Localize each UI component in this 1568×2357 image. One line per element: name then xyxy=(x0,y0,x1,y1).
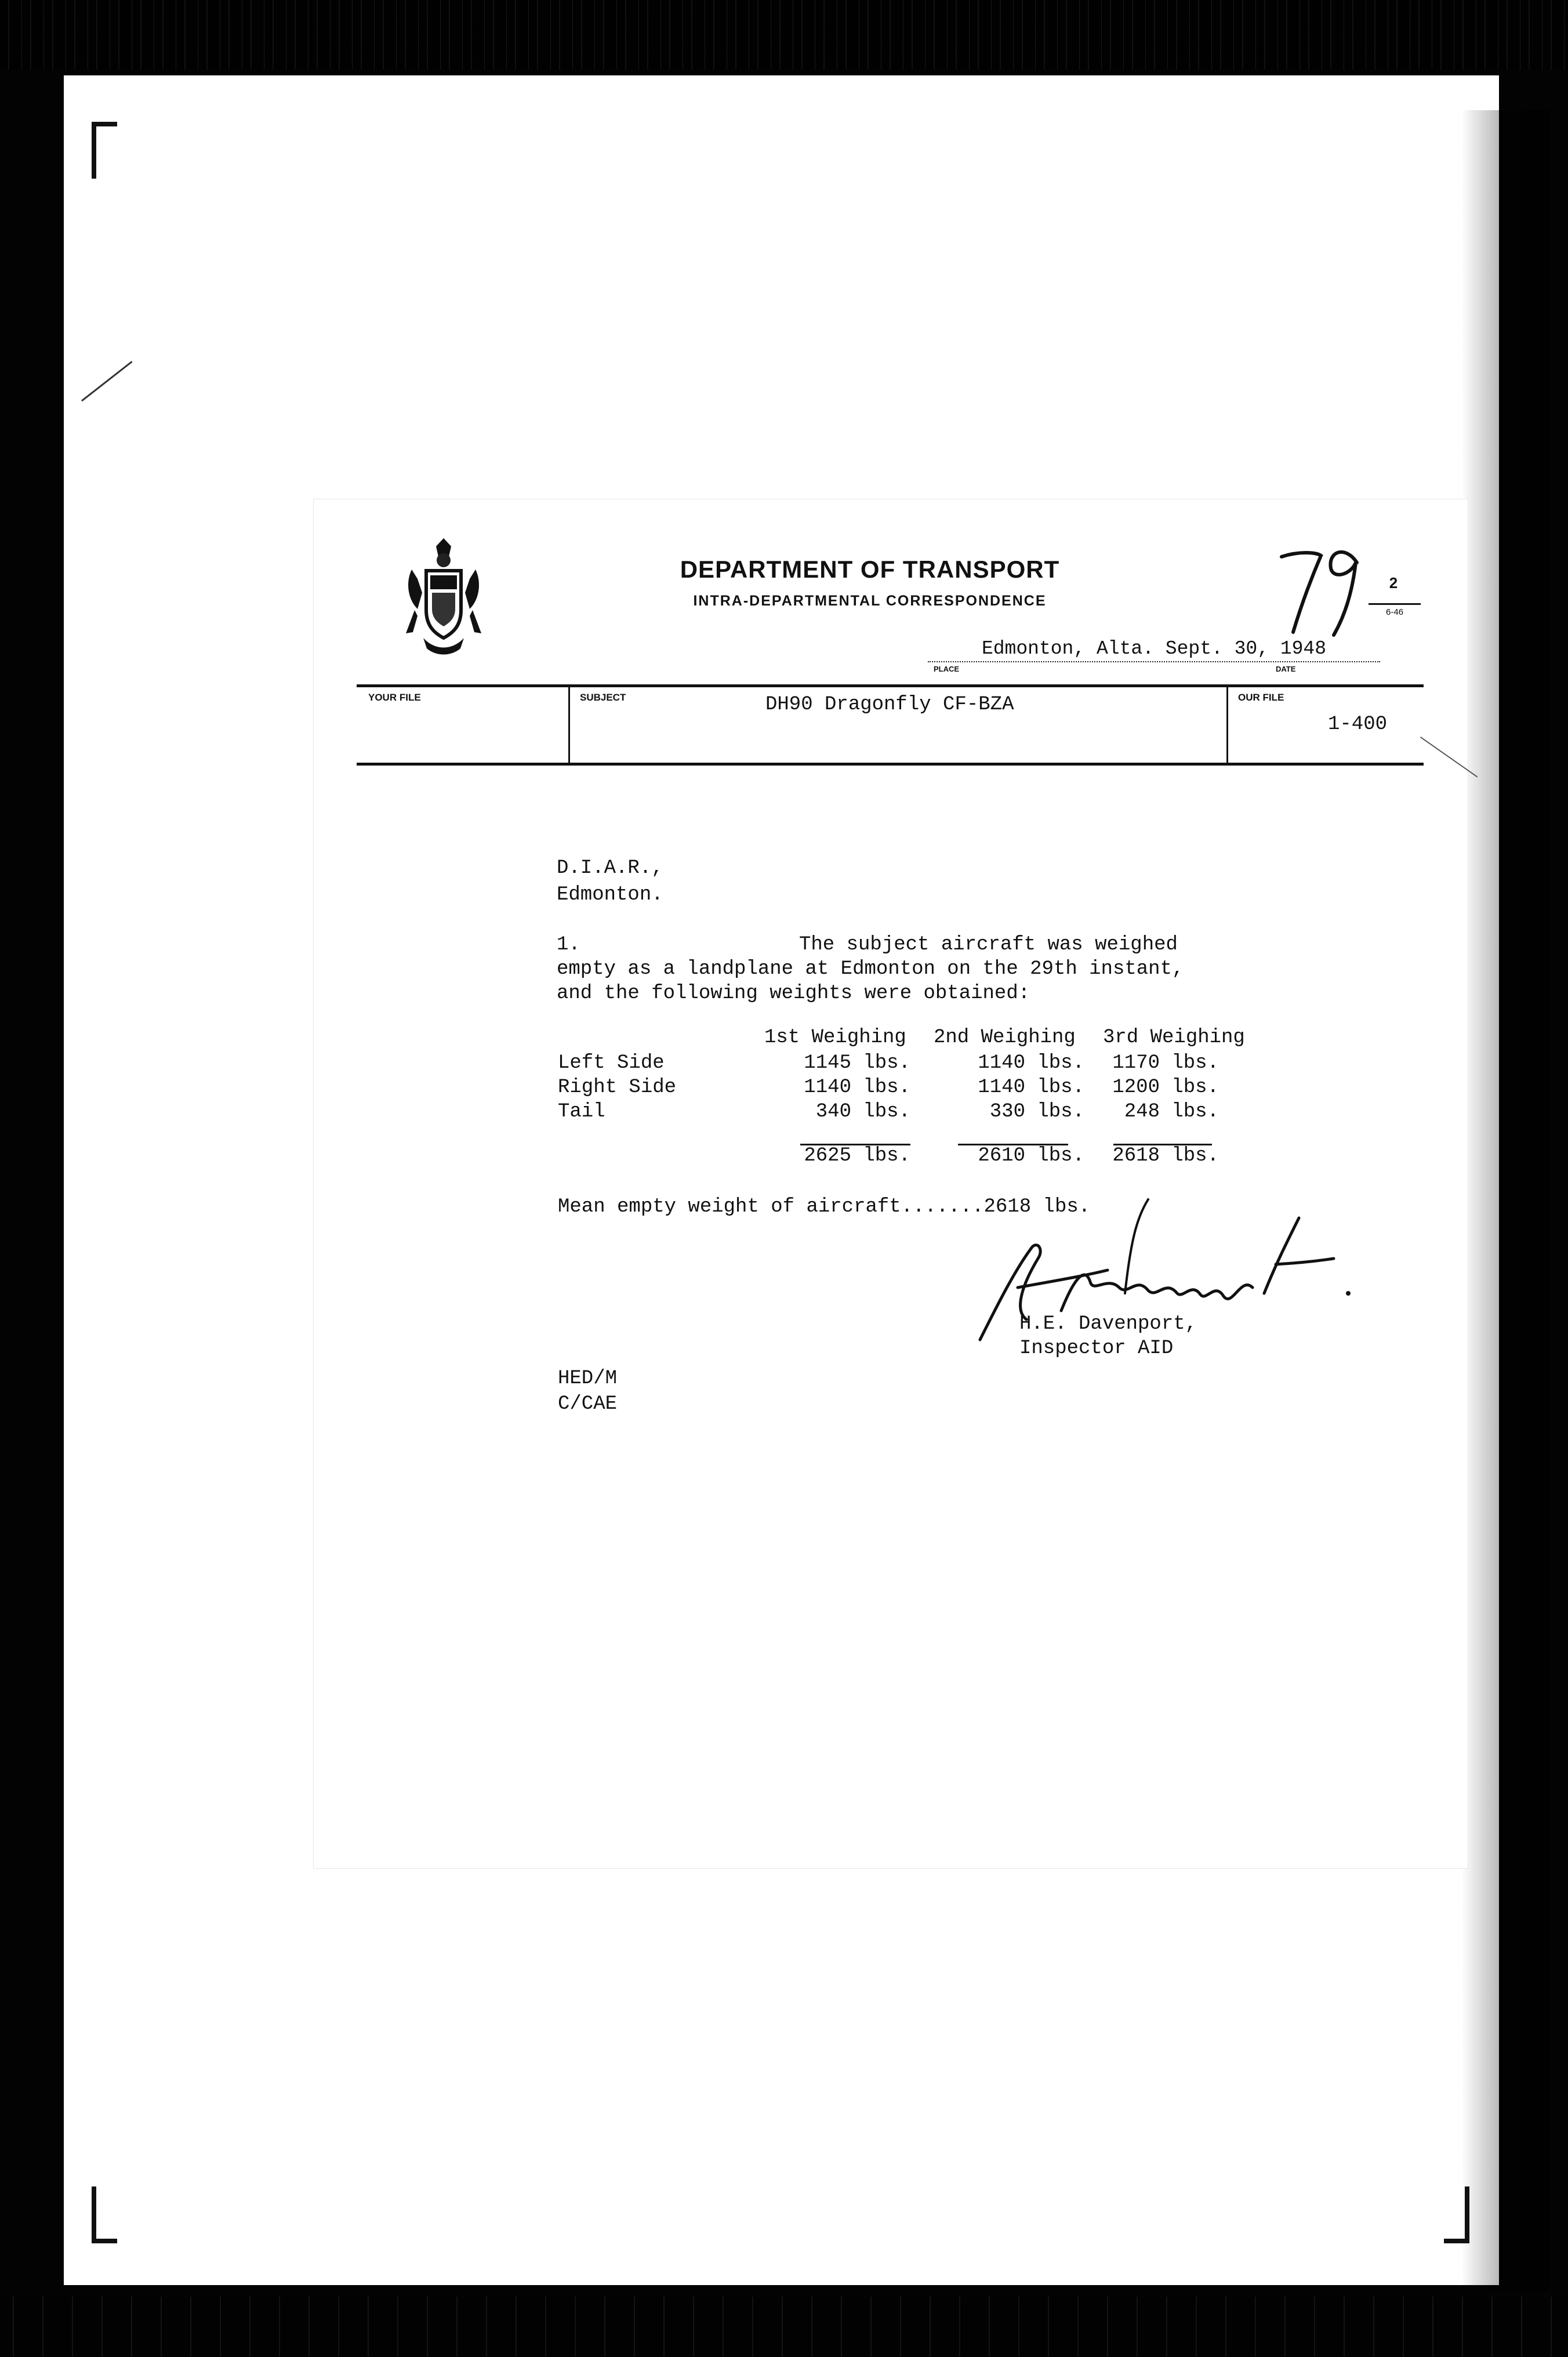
paragraph-line: and the following weights were obtained: xyxy=(557,982,1030,1005)
scan-border-top xyxy=(0,0,1568,70)
subject-label: SUBJECT xyxy=(580,692,626,703)
weight-cell: 340 lbs. xyxy=(815,1101,910,1123)
weight-cell: 1140 lbs. xyxy=(804,1076,910,1098)
header-divider xyxy=(1226,687,1228,763)
reference-initials: HED/M xyxy=(558,1368,618,1390)
form-number: 2 xyxy=(1389,574,1398,592)
total-cell: 2618 lbs. xyxy=(1112,1145,1219,1167)
crop-mark-bottom-right xyxy=(1444,2186,1469,2243)
crop-mark-bottom-left xyxy=(92,2186,117,2243)
total-cell: 2625 lbs. xyxy=(804,1145,910,1167)
department-title: DEPARTMENT OF TRANSPORT xyxy=(680,556,1060,583)
form-code: 6-46 xyxy=(1369,603,1421,617)
column-header: 2nd Weighing xyxy=(934,1027,1076,1049)
weight-cell: 248 lbs. xyxy=(1124,1101,1219,1123)
our-file-value: 1-400 xyxy=(1328,713,1388,735)
paragraph-line: empty as a landplane at Edmonton on the 29th instant, xyxy=(557,958,1184,980)
paragraph-number: 1. xyxy=(557,934,580,956)
row-label: Right Side xyxy=(558,1076,677,1098)
reference-initials: C/CAE xyxy=(558,1393,618,1415)
column-header: 1st Weighing xyxy=(764,1027,906,1049)
date-label: DATE xyxy=(1276,665,1296,673)
scan-border-bottom xyxy=(0,2297,1568,2357)
addressee-line: D.I.A.R., xyxy=(557,857,663,879)
place-date-value: Edmonton, Alta. Sept. 30, 1948 xyxy=(928,638,1380,662)
weight-cell: 1140 lbs. xyxy=(978,1052,1084,1074)
weight-cell: 1200 lbs. xyxy=(1112,1076,1219,1098)
crop-mark-top-left xyxy=(92,122,117,179)
addressee-line: Edmonton. xyxy=(557,884,663,906)
weight-cell: 1140 lbs. xyxy=(978,1076,1084,1098)
our-file-label: OUR FILE xyxy=(1238,692,1284,703)
weight-cell: 1145 lbs. xyxy=(804,1052,910,1074)
total-cell: 2610 lbs. xyxy=(978,1145,1084,1167)
paper-edge-shadow xyxy=(1461,110,1548,2291)
row-label: Left Side xyxy=(558,1052,665,1074)
weight-cell: 330 lbs. xyxy=(989,1101,1084,1123)
correspondence-subtitle: INTRA-DEPARTMENTAL CORRESPONDENCE xyxy=(693,593,1047,609)
handwritten-file-number xyxy=(1276,539,1369,638)
place-label: PLACE xyxy=(934,665,960,673)
row-label: Tail xyxy=(558,1101,605,1123)
column-header: 3rd Weighing xyxy=(1103,1027,1245,1049)
weight-cell: 1170 lbs. xyxy=(1112,1052,1219,1074)
mean-weight-line: Mean empty weight of aircraft.......2618 lbs. xyxy=(558,1196,1091,1218)
your-file-label: YOUR FILE xyxy=(368,692,421,703)
signatory-name: H.E. Davenport, xyxy=(1019,1313,1197,1335)
header-divider xyxy=(568,687,570,763)
royal-coat-of-arms-icon xyxy=(400,535,487,659)
signatory-title: Inspector AID xyxy=(1019,1337,1174,1359)
subject-value: DH90 Dragonfly CF-BZA xyxy=(765,694,1014,716)
paragraph-line: The subject aircraft was weighed xyxy=(799,934,1178,956)
